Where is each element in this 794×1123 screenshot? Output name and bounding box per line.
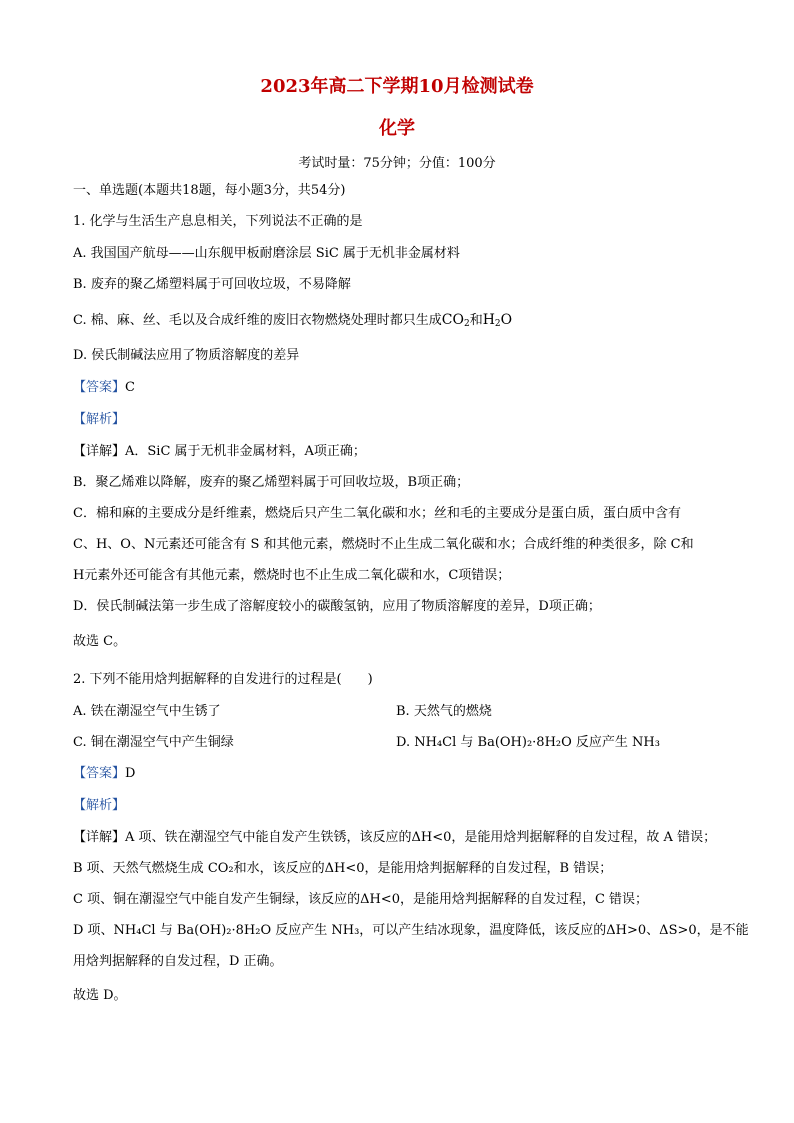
q1-detail-3: C．棉和麻的主要成分是纤维素，燃烧后只产生二氧化碳和水；丝和毛的主要成分是蛋白质，蛋白质中含有 [73, 506, 681, 521]
detail-tag: 【详解】 [73, 830, 126, 845]
q1-option-b: B. 废弃的聚乙烯塑料属于可回收垃圾，不易降解 [73, 277, 351, 292]
q2-option-c: C. 铜在潮湿空气中产生铜绿 [73, 735, 234, 750]
answer-tag: 【答案】 [73, 766, 126, 781]
answer-tag: 【答案】 [73, 380, 126, 395]
answer-value: D [125, 766, 136, 781]
q2-option-b: B. 天然气的燃烧 [396, 704, 492, 719]
q2-answer [73, 765, 135, 783]
q2-option-a: A. 铁在潮湿空气中生锈了 [73, 704, 221, 719]
q1-detail-4: C、H、O、N元素还可能含有 S 和其他元素，燃烧时不止生成二氧化碳和水；合成纤维的种类很多，除 C和 [73, 537, 694, 552]
q1-detail-6: D．侯氏制碱法第一步生成了溶解度较小的碳酸氢钠，应用了物质溶解度的差异，D项正确； [73, 599, 601, 614]
subject-title: 化学 [379, 118, 415, 139]
q2-conclusion: 故选 D。 [73, 988, 127, 1003]
q1-option-c-text: C. 棉、麻、丝、毛以及合成纤维的废旧衣物燃烧处理时都只生成 [73, 313, 442, 328]
section-heading: 一、单选题(本题共18题，每小题3分，共54分) [73, 183, 346, 198]
q1-stem: 1. 化学与生活生产息息相关，下列说法不正确的是 [73, 214, 363, 229]
q1-option-d: D. 侯氏制碱法应用了物质溶解度的差异 [73, 348, 300, 363]
q1-conclusion: 故选 C。 [73, 634, 127, 649]
q1-option-c [73, 311, 512, 330]
q1-detail-1: 【详解】A．SiC 属于无机非金属材料，A项正确； [73, 444, 366, 459]
q1-detail-5: H元素外还可能含有其他元素，燃烧时也不止生成二氧化碳和水，C项错误； [73, 568, 511, 583]
q2-analysis-tag: 【解析】 [73, 798, 126, 813]
q1-analysis-tag: 【解析】 [73, 412, 126, 427]
q2-detail-4: D 项、NH₄Cl 与 Ba(OH)₂·8H₂O 反应产生 NH₃，可以产生结冰现象，温度降低，该反应的ΔH>0、ΔS>0，是不能 [73, 923, 749, 938]
q1-formula-co2: $CO_2$ [441, 312, 470, 329]
q2-detail-1: 【详解】A 项、铁在潮湿空气中能自发产生铁锈，该反应的ΔH<0，是能用焓判据解释的自发过程，故 A 错误； [73, 830, 717, 845]
detail-tag: 【详解】 [73, 444, 126, 459]
q2-stem: 2. 下列不能用焓判据解释的自发进行的过程是( ) [73, 672, 373, 687]
answer-value: C [125, 380, 135, 395]
q1-option-a: A. 我国国产航母——山东舰甲板耐磨涂层 SiC 属于无机非金属材料 [73, 246, 460, 261]
q2-detail-5: 用焓判据解释的自发过程，D 正确。 [73, 954, 283, 969]
q1-answer [73, 379, 135, 397]
q1-formula-h2o: $H_2O$ [482, 312, 513, 329]
q2-detail-3: C 项、铜在潮湿空气中能自发产生铜绿，该反应的ΔH<0，是能用焓判据解释的自发过程，C 错误； [73, 892, 649, 907]
exam-info: 考试时量：75分钟；分值：100分 [298, 156, 496, 171]
q1-option-c-and: 和 [469, 313, 483, 328]
exam-title: 2023年高二下学期10月检测试卷 [260, 76, 534, 97]
q2-detail-2: B 项、天然气燃烧生成 CO₂和水，该反应的ΔH<0，是能用焓判据解释的自发过程，B 错误； [73, 861, 613, 876]
q1-detail-2: B．聚乙烯难以降解，废弃的聚乙烯塑料属于可回收垃圾，B项正确； [73, 475, 470, 490]
q2-option-d: D. NH₄Cl 与 Ba(OH)₂·8H₂O 反应产生 NH₃ [396, 735, 660, 750]
